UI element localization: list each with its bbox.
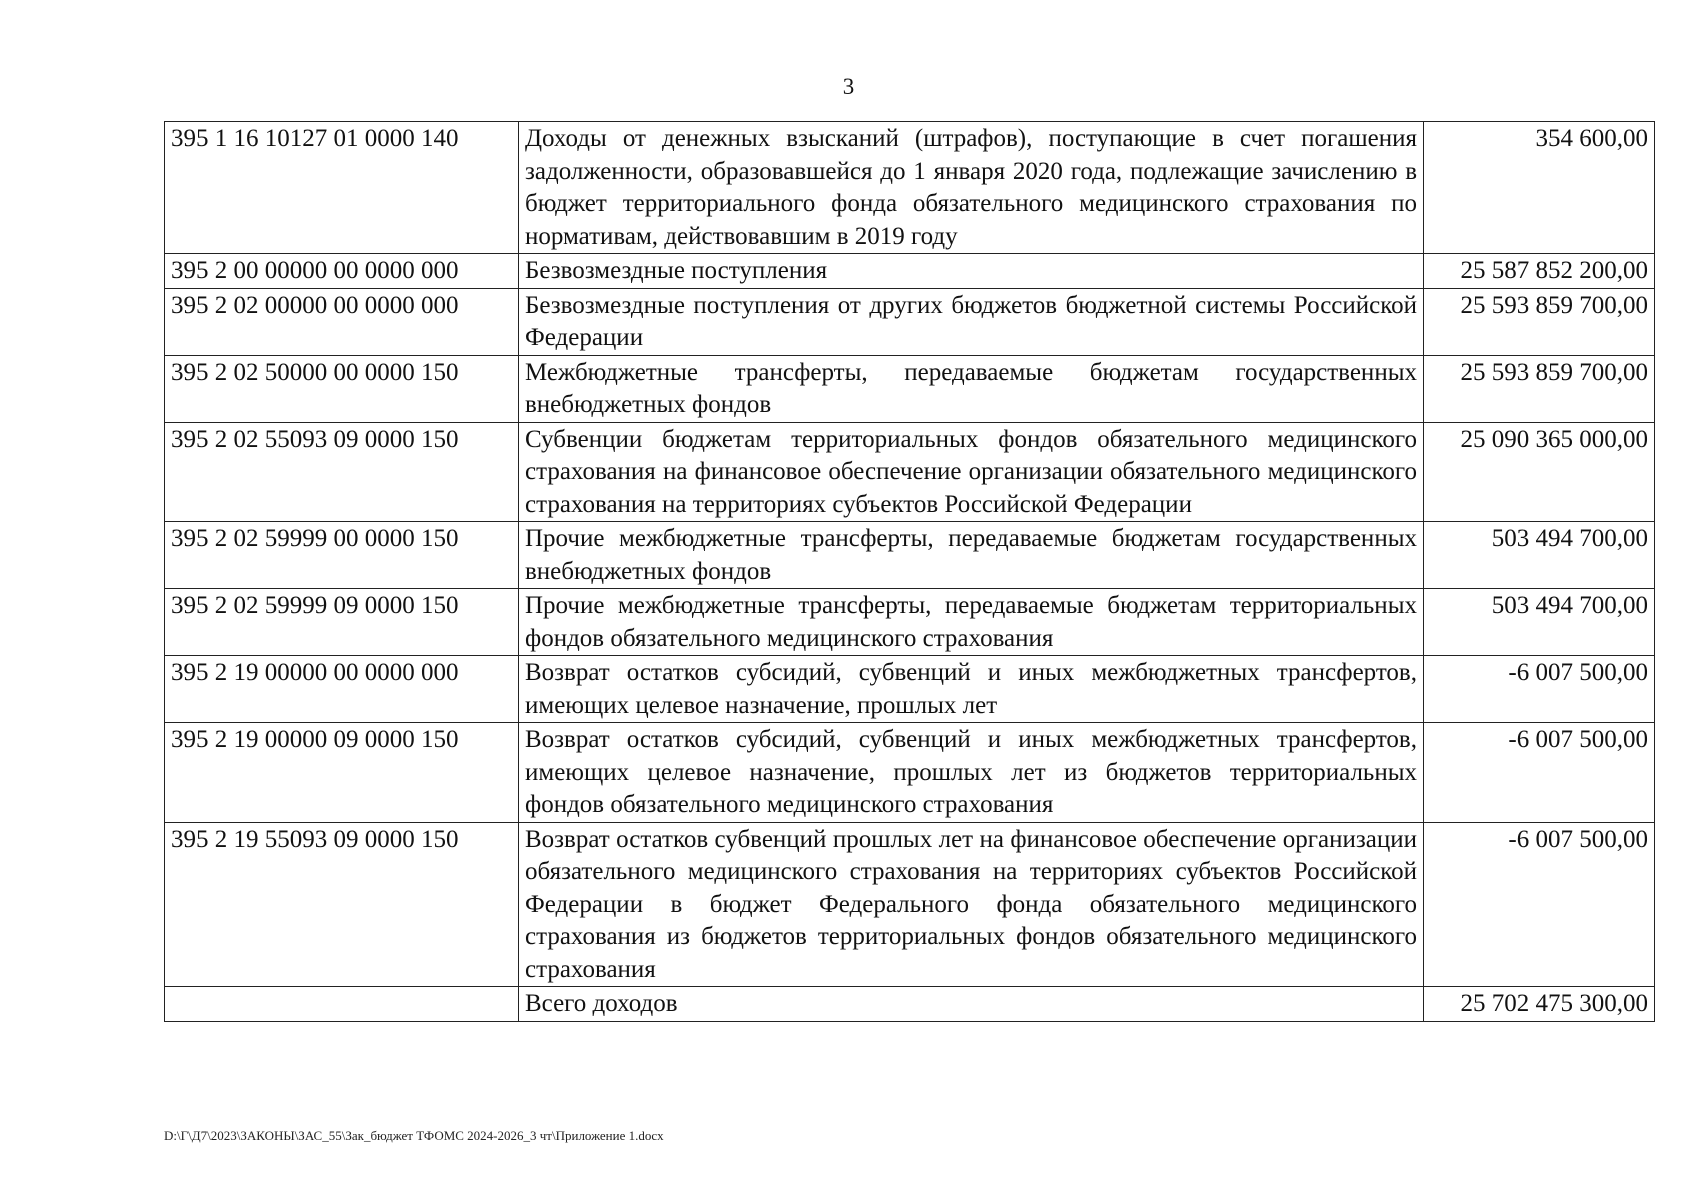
table-row [165, 422, 1655, 522]
budget-code: 395 2 02 55093 09 0000 150 [165, 422, 519, 522]
amount: 25 593 859 700,00 [1424, 288, 1655, 355]
income-description: Безвозмездные поступления [519, 254, 1424, 289]
income-description: Межбюджетные трансферты, передаваемые бюджетам государственных внебюджетных фондов [519, 355, 1424, 422]
total-label: Всего доходов [519, 987, 1424, 1022]
total-row [165, 987, 1655, 1022]
income-description: Субвенции бюджетам территориальных фондов обязательного медицинского страхования на финансовое обеспечение организации обязательного медицинского страхования на территориях субъектов Российской Федерации [519, 422, 1424, 522]
budget-code: 395 2 02 50000 00 0000 150 [165, 355, 519, 422]
budget-code: 395 2 02 00000 00 0000 000 [165, 288, 519, 355]
amount: 25 593 859 700,00 [1424, 355, 1655, 422]
budget-code: 395 2 02 59999 00 0000 150 [165, 522, 519, 589]
table-row [165, 122, 1655, 254]
income-description: Возврат остатков субсидий, субвенций и иных межбюджетных трансфертов, имеющих целевое назначение, прошлых лет из бюджетов территориальных фондов обязательного медицинского страхования [519, 723, 1424, 823]
table-row [165, 288, 1655, 355]
income-description: Возврат остатков субсидий, субвенций и иных межбюджетных трансфертов, имеющих целевое назначение, прошлых лет [519, 656, 1424, 723]
page-number: 3 [842, 74, 855, 99]
file-path-footer: D:\Г\Д7\2023\ЗАКОНЫ\ЗАС_55\Зак_бюджет ТФОМС 2024-2026_3 чт\Приложение 1.docx [164, 1128, 664, 1143]
income-description: Безвозмездные поступления от других бюджетов бюджетной системы Российской Федерации [519, 288, 1424, 355]
amount: -6 007 500,00 [1424, 656, 1655, 723]
table-row [165, 522, 1655, 589]
table-row [165, 723, 1655, 823]
table-row [165, 822, 1655, 987]
income-description: Доходы от денежных взысканий (штрафов), поступающие в счет погашения задолженности, образовавшейся до 1 января 2020 года, подлежащие зачислению в бюджет территориального фонда обязательного медицинского страхования по нормативам, действовавшим в 2019 году [519, 122, 1424, 254]
amount: -6 007 500,00 [1424, 822, 1655, 987]
amount: 354 600,00 [1424, 122, 1655, 254]
amount: 503 494 700,00 [1424, 522, 1655, 589]
budget-code [165, 987, 519, 1022]
income-description: Прочие межбюджетные трансферты, передаваемые бюджетам территориальных фондов обязательного медицинского страхования [519, 589, 1424, 656]
budget-code: 395 2 00 00000 00 0000 000 [165, 254, 519, 289]
amount: 503 494 700,00 [1424, 589, 1655, 656]
revenue-table [164, 121, 1655, 1022]
total-amount: 25 702 475 300,00 [1424, 987, 1655, 1022]
table-row [165, 656, 1655, 723]
budget-code: 395 2 02 59999 09 0000 150 [165, 589, 519, 656]
table-row [165, 355, 1655, 422]
table-row [165, 254, 1655, 289]
income-description: Прочие межбюджетные трансферты, передаваемые бюджетам государственных внебюджетных фондов [519, 522, 1424, 589]
amount: 25 587 852 200,00 [1424, 254, 1655, 289]
budget-code: 395 1 16 10127 01 0000 140 [165, 122, 519, 254]
table-row [165, 589, 1655, 656]
budget-code: 395 2 19 00000 00 0000 000 [165, 656, 519, 723]
income-description: Возврат остатков субвенций прошлых лет на финансовое обеспечение организации обязательного медицинского страхования на территориях субъектов Российской Федерации в бюджет Федерального фонда обязательного медицинского страхования из бюджетов территориальных фондов обязательного медицинского страхования [519, 822, 1424, 987]
budget-code: 395 2 19 55093 09 0000 150 [165, 822, 519, 987]
amount: 25 090 365 000,00 [1424, 422, 1655, 522]
amount: -6 007 500,00 [1424, 723, 1655, 823]
budget-code: 395 2 19 00000 09 0000 150 [165, 723, 519, 823]
